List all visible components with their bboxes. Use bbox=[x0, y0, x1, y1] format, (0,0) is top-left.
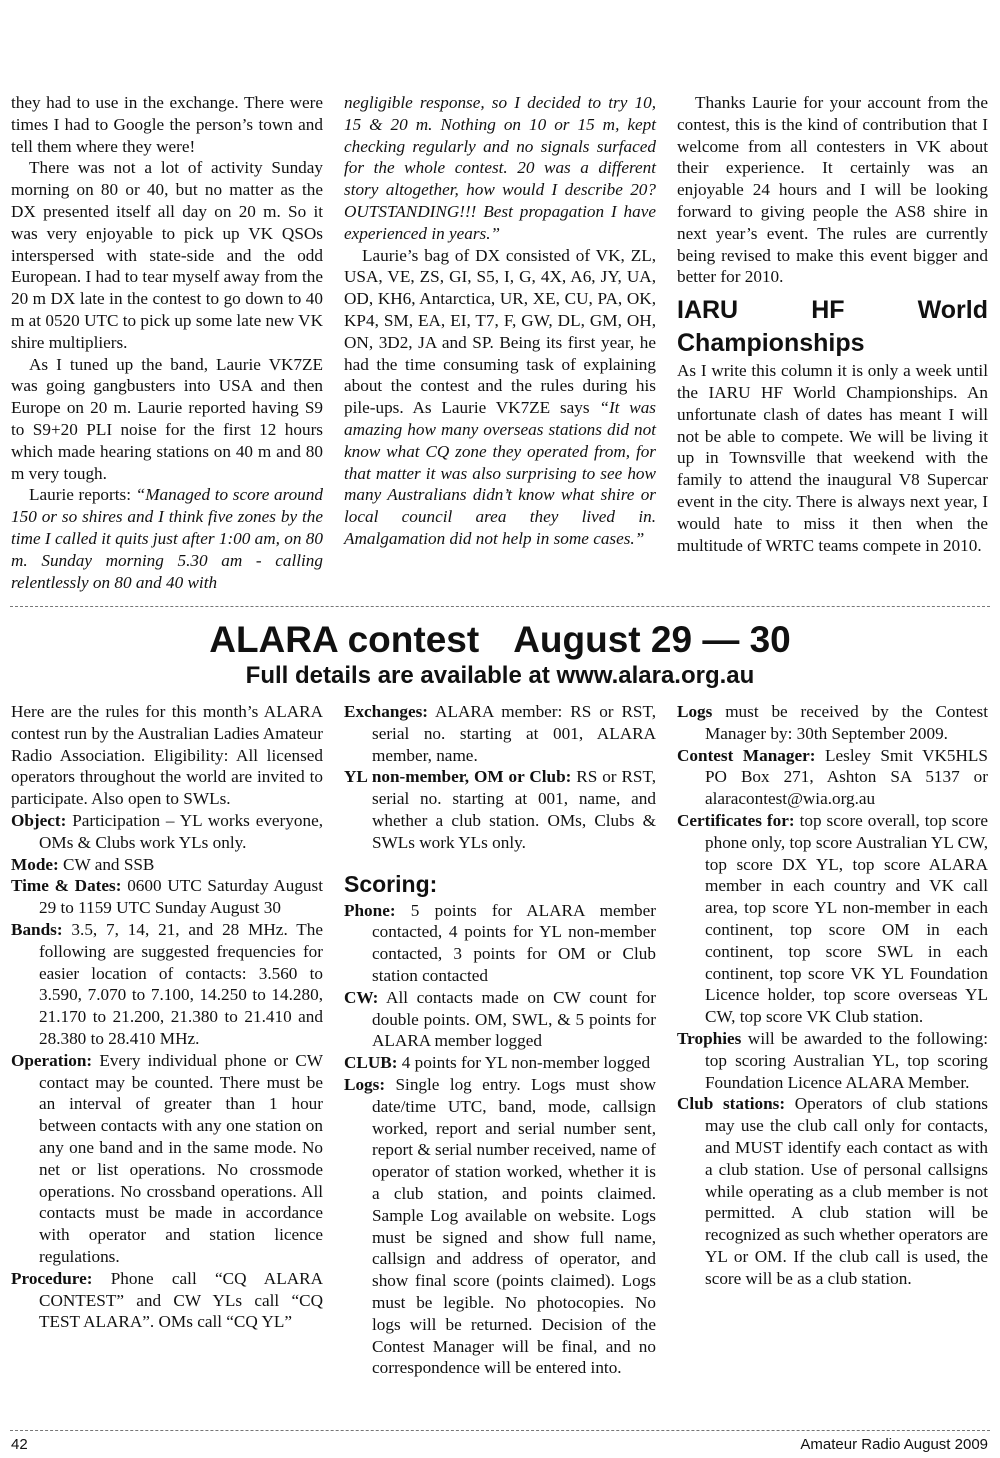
scoring-item: Logs: Single log entry. Logs must show date/time UTC, band, mode, callsign worked, report and serial number sent, report & serial number received, name of operator of station worked, whether it is a club station, and points claimed. Sample Log available on website. Logs must be signed and show full name, callsign and address of operator, and show final score (points claimed). Logs must be legible. No photocopies. No logs will be returned. Decision of the Contest Manager will be final, and no correspondence will be entered into. bbox=[344, 1074, 656, 1378]
article-paragraph: As I tuned up the band, Laurie VK7ZE was going gangbusters into USA and then Europe on 20 m. Laurie reported having S9 to S9+20 PLI noise for the first 12 hours which made hearing stations on 40 m and 80 m very tough. bbox=[11, 354, 323, 483]
rule-item: Club stations: Operators of club stations may use the club call only for contacts, and MUST identify each contact as with a club station. Use of personal callsigns while operating as a club member is not permitted. A club station will be recognized as such whether operators are YL or OM. If the club call is used, the score will be as a club station. bbox=[677, 1094, 988, 1288]
rule-item: Contest Manager: Lesley Smit VK5HLS PO Box 271, Ashton SA 5137 or alaracontest@wia.org.au bbox=[677, 745, 988, 809]
rules-column-1 bbox=[11, 701, 323, 1333]
rule-item: Object: Participation – YL works everyone, OMs & Clubs work YLs only. bbox=[11, 810, 323, 852]
scoring-item: CW: All contacts made on CW count for double points. OM, SWL, & 5 points for ALARA member logged bbox=[344, 987, 656, 1051]
rule-item: YL non-member, OM or Club: RS or RST, serial no. starting at 001, name, and whether a club station. OMs, Clubs & SWLs work YLs only. bbox=[344, 767, 656, 852]
rule-item: Mode: CW and SSB bbox=[11, 854, 155, 874]
scoring-item: CLUB: 4 points for YL non-member logged bbox=[344, 1053, 651, 1073]
article-paragraph: Thanks Laurie for your account from the contest, this is the kind of contribution that I welcome from all contesters in VK about their experience. It certainly was an enjoyable 24 hours and I will be looking forward to giving people the AS8 shire in next year’s event. The rules are currently being revised to make this event bigger and better for 2010. bbox=[677, 93, 988, 287]
rules-column-3 bbox=[677, 701, 988, 1290]
rule-item: Bands: 3.5, 7, 14, 21, and 28 MHz. The following are suggested frequencies for easier location of contacts: 3.560 to 3.590, 7.070 to 7.100, 14.250 to 14.280, 21.170 to 21.200, 21.380 to 21.410 and 28.380 to 28.410 MHz. bbox=[11, 919, 323, 1048]
article-paragraph bbox=[11, 484, 323, 593]
divider bbox=[10, 606, 990, 607]
contest-subtitle: Full details are available at www.alara.org.au bbox=[245, 662, 755, 689]
rules-intro: Here are the rules for this month’s ALARA contest run by the Australian Ladies Amateur Radio Association. Eligibility: All licensed operators throughout the world are invited to participate. Also open to SWLs. bbox=[11, 702, 323, 809]
contest-dates: August 29 — 30 bbox=[513, 619, 791, 660]
quote-text: “Managed to score around 150 or so shires and I think five zones by the time I called it quits just after 1:00 am, on 80 m. Sunday morning 5.30 am - calling relentlessly on 80 and 40 with bbox=[11, 485, 324, 592]
section-heading: IARU HF World Championships bbox=[677, 296, 988, 358]
scoring-item: Phone: 5 points for ALARA member contacted, 4 points for YL non-member contacted, 3 points for OM or Club station contacted bbox=[344, 900, 656, 985]
quote-lead: Laurie reports: bbox=[29, 485, 136, 505]
article-paragraph bbox=[344, 245, 656, 550]
footer-divider bbox=[10, 1430, 990, 1431]
article-column-2 bbox=[344, 92, 656, 550]
rule-item: Logs must be received by the Contest Manager by: 30th September 2009. bbox=[677, 702, 988, 743]
page-number: 42 bbox=[11, 1436, 28, 1453]
rule-item: Procedure: Phone call “CQ ALARA CONTEST” and CW YLs call “CQ TEST ALARA”. OMs call “CQ YL” bbox=[11, 1268, 323, 1332]
article-paragraph: they had to use in the exchange. There were times I had to Google the person’s town and tell them where they were! bbox=[11, 93, 323, 156]
article-column-3 bbox=[677, 92, 988, 556]
rules-column-2 bbox=[344, 701, 656, 1379]
paragraph-text: Laurie’s bag of DX consisted of VK, ZL, USA, VE, ZS, GI, S5, I, G, 4X, A6, JY, UA, OD, KH6, Antarctica, UR, XE, CU, PA, OK, KP4, SM, EA, EI, T7, F, GW, DL, GM, OH, ON, 3D2, JA and SP. Being its first year, he had the time consuming task of explaining about the contest and the rules during his pile-ups. As Laurie VK7ZE says bbox=[344, 245, 656, 418]
article-column-1 bbox=[11, 92, 323, 593]
rule-item: Trophies will be awarded to the following: top scoring Australian YL, top scoring Foundation Licence ALARA Member. bbox=[677, 1028, 988, 1092]
article-paragraph: There was not a lot of activity Sunday morning on 80 or 40, but no matter as the DX presented itself all day on 20 m. So it was very enjoyable to pick up VK QSOs interspersed with state-side and the odd European. I had to tear myself away from the 20 m DX late in the contest to go down to 40 m at 0520 UTC to pick up some late new VK shire multipliers. bbox=[11, 158, 323, 352]
scoring-heading: Scoring: bbox=[344, 870, 438, 897]
rule-item: Operation: Every individual phone or CW contact may be counted. There must be an interval of greater than 1 hour between contacts with any one station on any one band and in the same mode. No net or list operations. No crossmode operations. No crossband operations. All contacts must be made in accordance with operator and station licence regulations. bbox=[11, 1050, 323, 1266]
article-paragraph: negligible response, so I decided to try 10, 15 & 20 m. Nothing on 10 or 15 m, kept checking regularly and no signals surfaced for the whole contest. 20 was a different story altogether, how would I describe 20? OUTSTANDING!!! Best propagation I have experienced in years.” bbox=[344, 93, 656, 243]
contest-name: ALARA contest bbox=[209, 619, 480, 660]
rule-item: Time & Dates: 0600 UTC Saturday August 29 to 1159 UTC Sunday August 30 bbox=[11, 876, 323, 918]
rule-item: Exchanges: ALARA member: RS or RST, serial no. starting at 001, ALARA member, name. bbox=[344, 702, 656, 765]
publication-name: Amateur Radio August 2009 bbox=[800, 1436, 988, 1453]
rule-item: Certificates for: top score overall, top score phone only, top score Australian YL CW, top score DX YL, top score ALARA member in each country and VK call area, top score YL non-member in each continent, top score OM in each continent, top score SWL in each continent, top score VK YL Foundation Licence holder, top score overseas YL CW, top score VK Club station. bbox=[677, 810, 988, 1027]
quote-text: “It was amazing how many overseas stations did not know what CQ zone they operated from, for that matter it was also surprising to see how many Australians didn’t know what shire or local council area they lived in. Amalgamation did not help in some cases.” bbox=[344, 398, 656, 548]
article-paragraph: As I write this column it is only a week until the IARU HF World Championships. An unfortunate clash of dates has meant I will not be able to compete. We will be living it up in Townsville that weekend with the family to attend the inaugural V8 Supercar event in the city. There is always next year, I would hate to miss it then when the multitude of WRTC teams compete in 2010. bbox=[677, 361, 988, 555]
contest-title bbox=[0, 618, 1000, 662]
